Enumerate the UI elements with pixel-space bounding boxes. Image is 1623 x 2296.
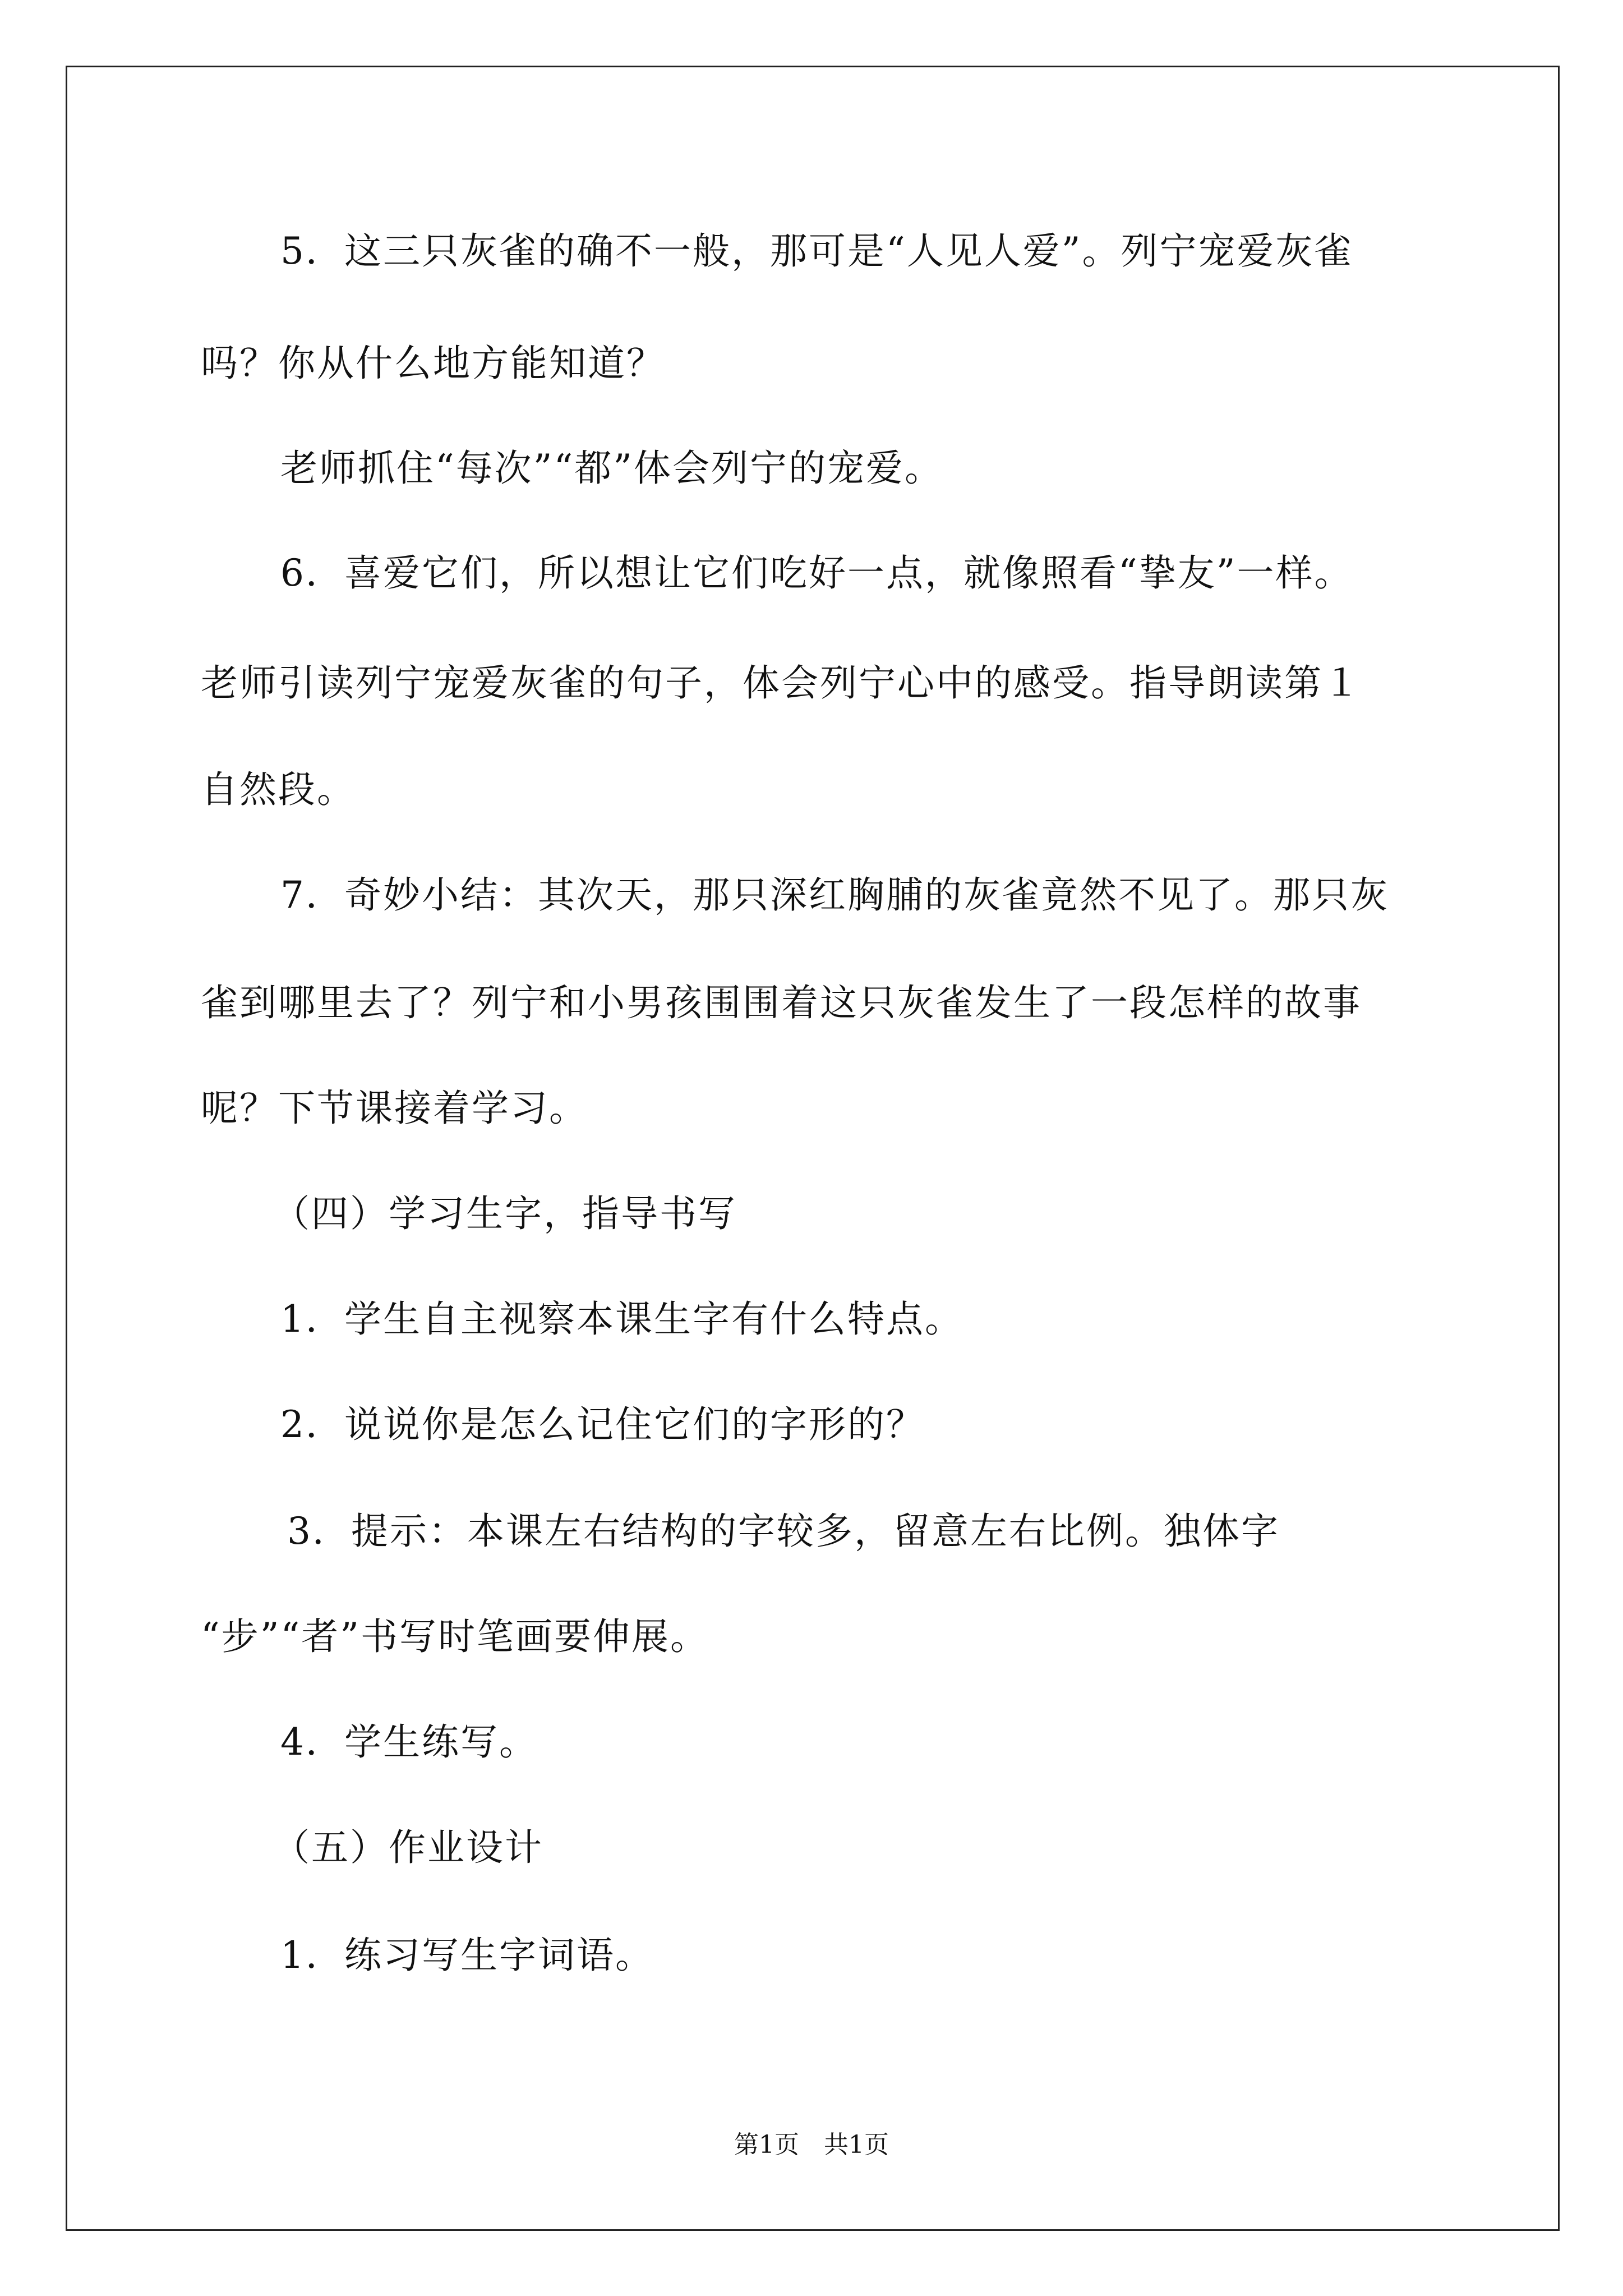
section-heading: （五）作业设计 <box>273 1826 543 1869</box>
text-line: 1．练习写生字词语。 <box>280 1934 654 1977</box>
text-line: 呢？下节课接着学习。 <box>201 1087 588 1130</box>
text-line: 吗？你从什么地方能知道？ <box>201 342 665 385</box>
text-line: 4．学生练写。 <box>280 1720 538 1764</box>
text-line: 2．说说你是怎么记住它们的字形的？ <box>280 1403 925 1446</box>
text-line: “步”“者”书写时笔画要伸展。 <box>201 1615 709 1658</box>
text-line: 自然段。 <box>201 768 356 811</box>
page-number: 第1页 共1页 <box>734 2131 889 2159</box>
text-line: 雀到哪里去了？列宁和小男孩围围着这只灰雀发生了一段怎样的故事 <box>201 981 1362 1024</box>
text-line: 老师引读列宁宠爱灰雀的句子，体会列宁心中的感受。指导朗读第１ <box>201 661 1362 705</box>
text-line: 3．提示：本课左右结构的字较多，留意左右比例。独体字 <box>287 1510 1280 1553</box>
section-heading: （四）学习生字，指导书写 <box>273 1192 737 1235</box>
text-line: 6．喜爱它们，所以想让它们吃好一点，就像照看“挚友”一样。 <box>280 551 1353 595</box>
text-line: 7．奇妙小结：其次天，那只深红胸脯的灰雀竟然不见了。那只灰 <box>280 873 1389 917</box>
page-border <box>66 66 1560 2231</box>
text-line: 老师抓住“每次”“都”体会列宁的宠爱。 <box>280 447 943 490</box>
text-line: 1．学生自主视察本课生字有什么特点。 <box>280 1297 963 1341</box>
text-line: 5．这三只灰雀的确不一般，那可是“人见人爱”。列宁宠爱灰雀 <box>280 229 1353 273</box>
